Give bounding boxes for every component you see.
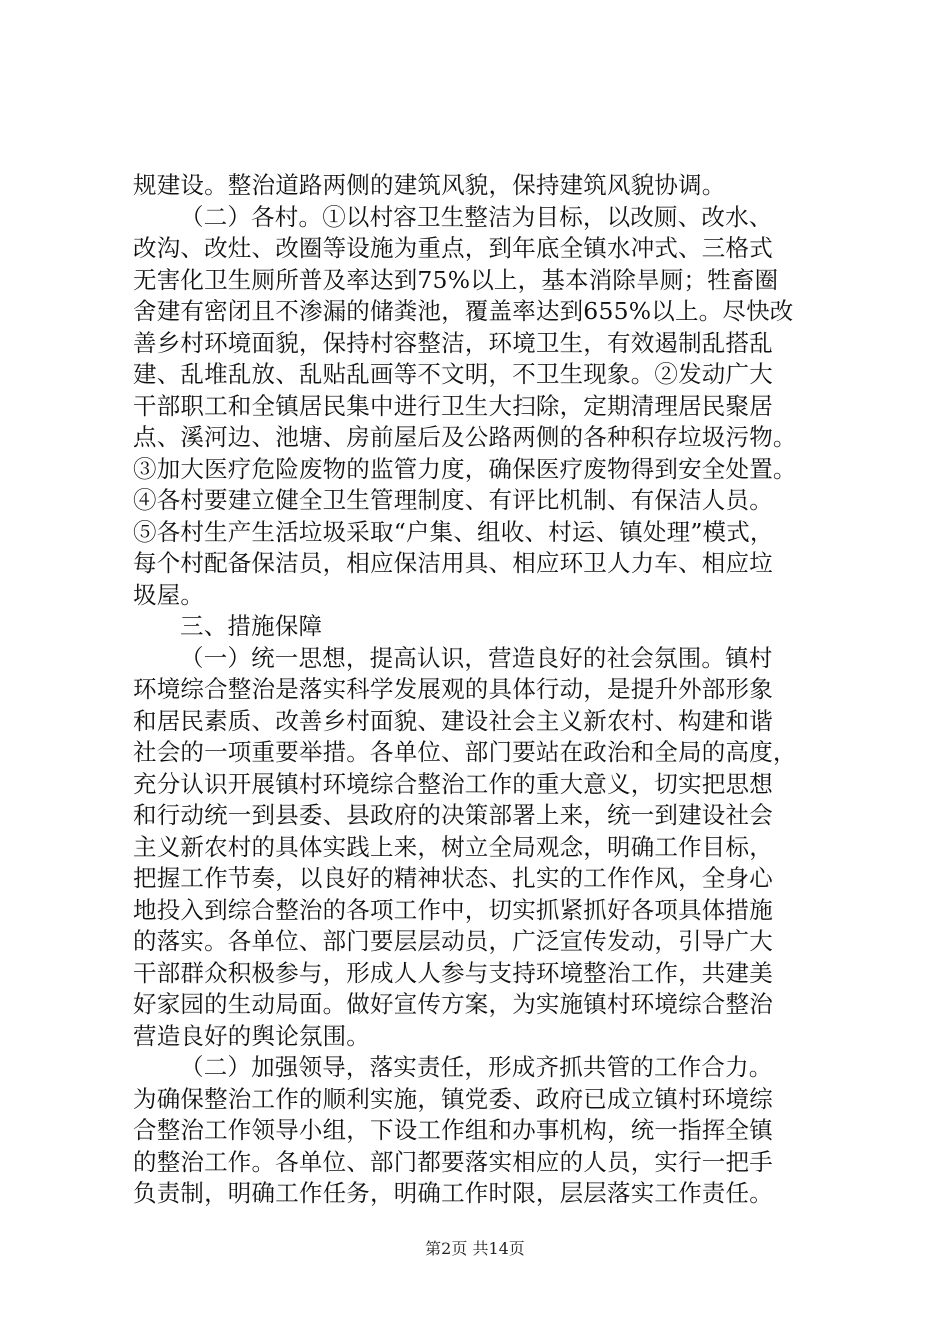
text-line: 的落实。各单位、部门要层层动员，广泛宣传发动，引导广大 [133, 927, 773, 955]
text-line: （二）加强领导，落实责任，形成齐抓共管的工作合力。 [180, 1053, 773, 1081]
text-line: 地投入到综合整治的各项工作中，切实抓紧抓好各项具体措施 [133, 895, 773, 924]
text-line: 负责制，明确工作任务，明确工作时限，层层落实工作责任。 [133, 1179, 773, 1207]
text-line: 主义新农村的具体实践上来，树立全局观念，明确工作目标， [133, 832, 773, 861]
text-line: 好家园的生动局面。做好宣传方案，为实施镇村环境综合整治 [133, 990, 773, 1018]
text-line: 社会的一项重要举措。各单位、部门要站在政治和全局的高度， [133, 738, 797, 766]
text-line: 和行动统一到县委、县政府的决策部署上来，统一到建设社会 [133, 801, 773, 829]
text-line: 合整治工作领导小组，下设工作组和办事机构，统一指挥全镇 [133, 1116, 773, 1144]
text-line: 无害化卫生厕所普及率达到75%以上，基本消除旱厕；牲畜圈 [133, 265, 779, 294]
text-line: 干部群众积极参与，形成人人参与支持环境整治工作，共建美 [133, 958, 773, 987]
text-line: ④各村要建立健全卫生管理制度、有评比机制、有保洁人员。 [133, 486, 773, 514]
text-line: （一）统一思想，提高认识，营造良好的社会氛围。镇村 [180, 643, 773, 672]
text-line: 舍建有密闭且不渗漏的储粪池，覆盖率达到655%以上。尽快改 [133, 297, 794, 325]
text-line: 每个村配备保洁员，相应保洁用具、相应环卫人力车、相应垃 [133, 549, 773, 577]
text-line: 善乡村环境面貌，保持村容整洁，环境卫生，有效遏制乱搭乱 [133, 328, 773, 357]
text-line: 营造良好的舆论氛围。 [133, 1021, 370, 1050]
text-line: 充分认识开展镇村环境综合整治工作的重大意义，切实把思想 [133, 769, 773, 798]
text-line: 的整治工作。各单位、部门都要落实相应的人员，实行一把手 [133, 1147, 773, 1176]
page-number: 第2页 共14页 [425, 1239, 525, 1258]
text-line: （二）各村。①以村容卫生整洁为目标，以改厕、改水、 [180, 202, 773, 231]
text-line: ③加大医疗危险废物的监管力度，确保医疗废物得到安全处置。 [133, 454, 797, 483]
text-line: 把握工作节奏，以良好的精神状态、扎实的工作作风，全身心 [133, 864, 773, 892]
text-line: 改沟、改灶、改圈等设施为重点，到年底全镇水冲式、三格式 [133, 234, 773, 262]
section-heading: 三、措施保障 [180, 612, 323, 640]
text-line: 环境综合整治是落实科学发展观的具体行动，是提升外部形象 [133, 675, 773, 703]
text-line: 规建设。整治道路两侧的建筑风貌，保持建筑风貌协调。 [133, 171, 726, 199]
document-body [133, 170, 853, 1210]
text-line: 为确保整治工作的顺利实施，镇党委、政府已成立镇村环境综 [133, 1084, 773, 1113]
text-line: 和居民素质、改善乡村面貌、建设社会主义新农村、构建和谐 [133, 706, 773, 735]
text-line: 建、乱堆乱放、乱贴乱画等不文明，不卫生现象。②发动广大 [133, 360, 773, 388]
text-line: 点、溪河边、池塘、房前屋后及公路两侧的各种积存垃圾污物。 [133, 423, 797, 451]
text-line: ⑤各村生产生活垃圾采取“户集、组收、村运、镇处理”模式， [133, 517, 774, 546]
text-line: 圾屋。 [133, 580, 205, 609]
text-line: 干部职工和全镇居民集中进行卫生大扫除，定期清理居民聚居 [133, 391, 773, 420]
